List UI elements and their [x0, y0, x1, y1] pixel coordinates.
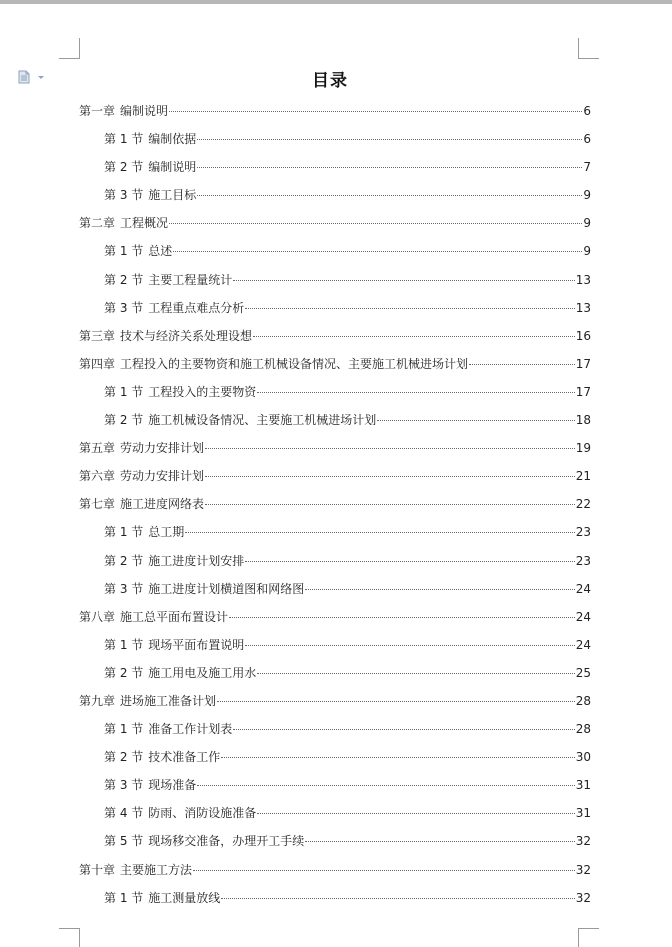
toc-section-entry[interactable]	[79, 294, 591, 322]
toc-dot-leader	[257, 392, 574, 393]
toc-page-number: 32	[575, 834, 591, 849]
crop-mark-bottom-right	[578, 928, 599, 947]
toc-page-number: 32	[575, 890, 591, 905]
toc-entry-number: 第六章	[79, 469, 116, 484]
toc-dot-leader	[217, 701, 575, 702]
toc-entry-number: 第 2 节	[104, 272, 144, 287]
toc-page-number: 17	[575, 356, 591, 371]
toc-entry-title: 工程概况	[120, 216, 169, 231]
toc-entry-number: 第 2 节	[104, 160, 144, 175]
toc-entry-title: 编制说明	[120, 104, 169, 118]
toc-entry-number: 第 3 节	[104, 300, 144, 315]
toc-entry-number: 第七章	[79, 497, 116, 512]
toc-dot-leader	[193, 870, 575, 871]
toc-entry-title: 主要施工方法	[120, 862, 193, 877]
toc-entry-title: 编制说明	[148, 160, 197, 175]
toc-dot-leader	[197, 139, 582, 140]
toc-chapter-entry[interactable]	[79, 687, 591, 715]
toc-entry-number: 第 3 节	[104, 778, 144, 793]
toc-page-number: 24	[575, 581, 591, 596]
toc-entry-number: 第八章	[79, 609, 116, 624]
toc-page-number: 17	[575, 384, 591, 399]
toc-section-entry[interactable]	[79, 743, 591, 771]
toc-page-number: 24	[575, 609, 591, 624]
toc-entry-title: 总工期	[148, 525, 185, 540]
toc-dot-leader	[185, 532, 574, 533]
toc-entry-title: 防雨、消防设施准备	[148, 806, 257, 821]
toc-entry-title: 现场移交准备，办理开工手续	[148, 834, 305, 849]
toc-dot-leader	[197, 785, 574, 786]
toc-dot-leader	[253, 336, 575, 337]
toc-page-number: 28	[575, 722, 591, 737]
toc-dot-leader	[221, 898, 574, 899]
toc-entry-number: 第三章	[79, 328, 116, 343]
toc-entry-title: 编制依据	[148, 132, 197, 147]
toc-entry-title: 施工进度网络表	[120, 497, 205, 512]
toc-entry-number: 第 2 节	[104, 750, 144, 765]
toc-page-number: 23	[575, 553, 591, 568]
toc-entry-title: 施工目标	[148, 188, 197, 203]
toc-entry-number: 第 1 节	[104, 132, 144, 147]
toc-chapter-entry[interactable]	[79, 490, 591, 518]
toc-section-entry[interactable]	[79, 715, 591, 743]
toc-entry-number: 第 3 节	[104, 581, 144, 596]
toc-entry-title: 主要工程量统计	[148, 272, 233, 287]
toc-entry-title: 准备工作计划表	[148, 722, 233, 737]
toc-dot-leader	[257, 673, 574, 674]
toc-entry-title: 施工进度计划横道图和网络图	[148, 581, 305, 596]
toc-entry-number: 第 1 节	[104, 637, 144, 652]
toc-dot-leader	[377, 420, 574, 421]
toc-entry-number: 第 5 节	[104, 834, 144, 849]
toc-dot-leader	[197, 195, 582, 196]
toc-entry-title: 施工总平面布置设计	[120, 609, 229, 624]
crop-mark-top-left	[59, 38, 80, 59]
toc-dot-leader	[205, 476, 575, 477]
toc-section-entry[interactable]	[79, 884, 591, 912]
table-of-contents	[79, 97, 591, 912]
toc-entry-title: 总述	[148, 244, 173, 259]
toc-section-entry[interactable]	[79, 827, 591, 855]
toc-entry-number: 第 2 节	[104, 665, 144, 680]
toc-dot-leader	[173, 251, 582, 252]
toc-entry-number: 第一章	[79, 104, 116, 118]
toc-page-number: 6	[583, 104, 591, 118]
toc-dot-leader	[245, 561, 574, 562]
toc-dot-leader	[233, 729, 574, 730]
toc-page-number: 6	[583, 132, 591, 147]
toc-page-number: 9	[583, 216, 591, 231]
toc-entry-number: 第 1 节	[104, 525, 144, 540]
toc-entry-number: 第 1 节	[104, 244, 144, 259]
toc-entry-number: 第 2 节	[104, 553, 144, 568]
toc-page-number: 30	[575, 750, 591, 765]
toc-entry-number: 第二章	[79, 216, 116, 231]
toc-page-number: 9	[583, 188, 591, 203]
toc-entry-title: 现场平面布置说明	[148, 637, 245, 652]
toc-dot-leader	[197, 167, 582, 168]
toc-section-entry[interactable]	[79, 181, 591, 209]
toc-dot-leader	[305, 841, 574, 842]
toc-dot-leader	[245, 308, 574, 309]
toc-chapter-entry[interactable]	[79, 462, 591, 490]
toc-page-number: 9	[583, 244, 591, 259]
toc-section-entry[interactable]	[79, 378, 591, 406]
toc-chapter-entry[interactable]	[79, 856, 591, 884]
toc-section-entry[interactable]	[79, 771, 591, 799]
crop-mark-bottom-left	[59, 928, 80, 947]
toc-chapter-entry[interactable]	[79, 603, 591, 631]
toc-section-entry[interactable]	[79, 237, 591, 265]
toc-page-number: 16	[575, 328, 591, 343]
toc-dot-leader	[233, 280, 574, 281]
toc-chapter-entry[interactable]	[79, 209, 591, 237]
toc-section-entry[interactable]	[79, 659, 591, 687]
toc-entry-number: 第 1 节	[104, 722, 144, 737]
toc-entry-title: 技术准备工作	[148, 750, 221, 765]
toc-entry-number: 第五章	[79, 441, 116, 456]
toc-entry-number: 第 1 节	[104, 384, 144, 399]
toc-section-entry[interactable]	[79, 518, 591, 546]
toc-page-number: 23	[575, 525, 591, 540]
toc-section-entry[interactable]	[79, 406, 591, 434]
toc-entry-number: 第四章	[79, 356, 116, 371]
toc-entry-title: 施工机械设备情况、主要施工机械进场计划	[148, 413, 377, 428]
toc-chapter-entry[interactable]	[79, 322, 591, 350]
toc-page-number: 25	[575, 665, 591, 680]
toc-entry-title: 施工测量放线	[148, 890, 221, 905]
toc-entry-number: 第十章	[79, 862, 116, 877]
toc-entry-number: 第 3 节	[104, 188, 144, 203]
toc-dot-leader	[305, 589, 574, 590]
toc-section-entry[interactable]	[79, 125, 591, 153]
toc-page-number: 31	[575, 806, 591, 821]
toc-page-number: 28	[575, 693, 591, 708]
toc-dot-leader	[257, 813, 574, 814]
toc-entry-title: 工程投入的主要物资	[148, 384, 257, 399]
toc-dot-leader	[169, 223, 582, 224]
top-border	[0, 0, 672, 4]
page-title: 目录	[312, 71, 348, 91]
toc-dot-leader	[245, 645, 574, 646]
toc-page-number: 7	[583, 160, 591, 175]
toc-chapter-entry[interactable]	[79, 97, 591, 125]
toc-section-entry[interactable]	[79, 631, 591, 659]
toc-section-entry[interactable]	[79, 266, 591, 294]
toc-dot-leader	[221, 757, 574, 758]
toc-section-entry[interactable]	[79, 575, 591, 603]
toc-entry-title: 劳动力安排计划	[120, 469, 205, 484]
toc-entry-number: 第九章	[79, 693, 116, 708]
toc-entry-title: 劳动力安排计划	[120, 441, 205, 456]
toc-page-number: 24	[575, 637, 591, 652]
toc-dot-leader	[205, 504, 575, 505]
toc-section-entry[interactable]	[79, 799, 591, 827]
toc-section-entry[interactable]	[79, 547, 591, 575]
toc-page-number: 21	[575, 469, 591, 484]
toc-chapter-entry[interactable]	[79, 434, 591, 462]
toc-page-number: 32	[575, 862, 591, 877]
toc-chapter-entry[interactable]	[79, 350, 591, 378]
toc-dot-leader	[205, 448, 575, 449]
toc-page-number: 22	[575, 497, 591, 512]
toc-dot-leader	[169, 111, 582, 112]
toc-page-number: 13	[575, 300, 591, 315]
toc-entry-number: 第 4 节	[104, 806, 144, 821]
toc-page-number: 18	[575, 413, 591, 428]
toc-entry-number: 第 1 节	[104, 890, 144, 905]
toc-dot-leader	[469, 364, 575, 365]
crop-mark-top-right	[578, 38, 599, 59]
toc-section-entry[interactable]	[79, 153, 591, 181]
toc-entry-title: 技术与经济关系处理设想	[120, 328, 253, 343]
toc-entry-title: 施工进度计划安排	[148, 553, 245, 568]
toc-entry-title: 工程投入的主要物资和施工机械设备情况、主要施工机械进场计划	[120, 356, 469, 371]
toc-page-number: 19	[575, 441, 591, 456]
toc-entry-title: 工程重点难点分析	[148, 300, 245, 315]
toc-page-number: 13	[575, 272, 591, 287]
toc-page-number: 31	[575, 778, 591, 793]
toc-entry-number: 第 2 节	[104, 413, 144, 428]
toc-entry-title: 施工用电及施工用水	[148, 665, 257, 680]
toc-entry-title: 进场施工准备计划	[120, 693, 217, 708]
toc-dot-leader	[229, 617, 575, 618]
toc-entry-title: 现场准备	[148, 778, 197, 793]
